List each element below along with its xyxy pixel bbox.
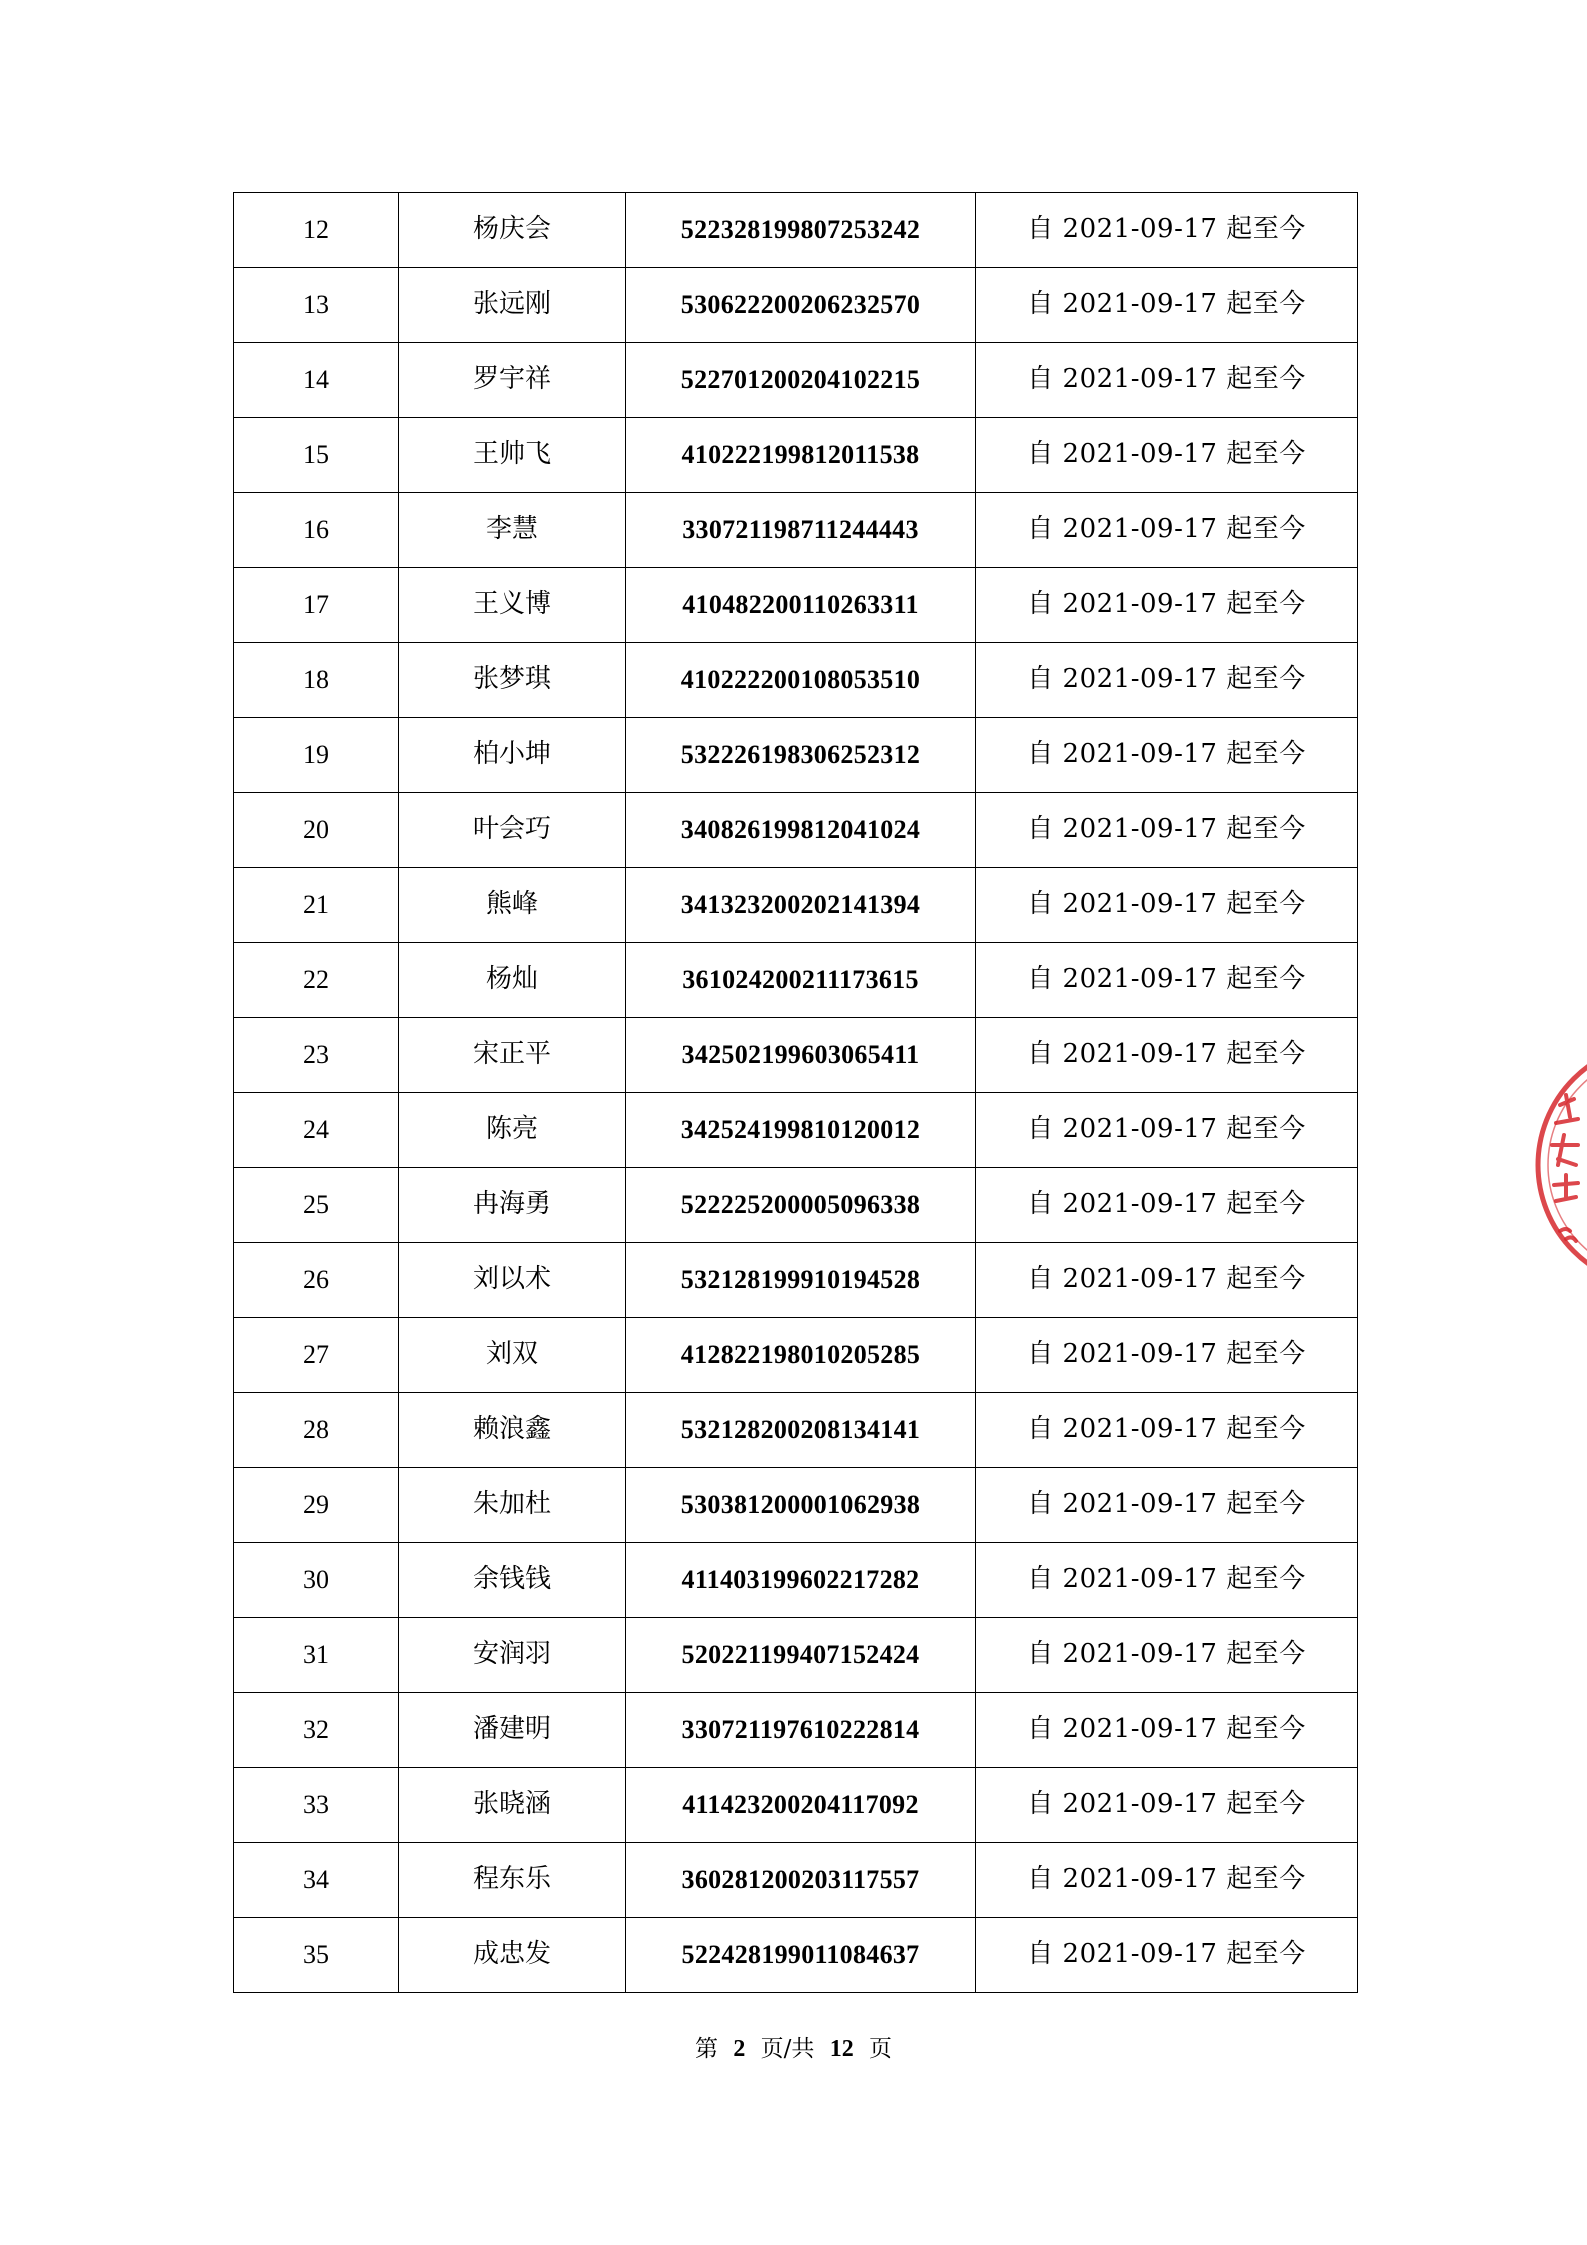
id-number: 342524199810120012 bbox=[626, 1093, 976, 1168]
person-name: 张梦琪 bbox=[399, 643, 626, 718]
footer-total-pages: 12 bbox=[829, 2036, 854, 2062]
table-row bbox=[234, 793, 1358, 868]
id-number: 522225200005096338 bbox=[626, 1168, 976, 1243]
official-seal-stamp bbox=[1530, 1035, 1587, 1295]
person-name: 朱加杜 bbox=[399, 1468, 626, 1543]
id-number: 412822198010205285 bbox=[626, 1318, 976, 1393]
table-row bbox=[234, 268, 1358, 343]
person-name: 王义博 bbox=[399, 568, 626, 643]
person-name: 冉海勇 bbox=[399, 1168, 626, 1243]
person-name: 宋正平 bbox=[399, 1018, 626, 1093]
id-number: 330721197610222814 bbox=[626, 1693, 976, 1768]
id-number: 410482200110263311 bbox=[626, 568, 976, 643]
person-name: 刘以术 bbox=[399, 1243, 626, 1318]
id-number: 330721198711244443 bbox=[626, 493, 976, 568]
person-name: 罗宇祥 bbox=[399, 343, 626, 418]
employment-period: 自 2021-09-17 起至今 bbox=[976, 1393, 1358, 1468]
table-row bbox=[234, 718, 1358, 793]
employment-period: 自 2021-09-17 起至今 bbox=[976, 1318, 1358, 1393]
person-name: 陈亮 bbox=[399, 1093, 626, 1168]
footer-prefix: 第 bbox=[695, 2036, 718, 2062]
table-row bbox=[234, 1843, 1358, 1918]
table-body bbox=[234, 193, 1358, 1993]
employment-period: 自 2021-09-17 起至今 bbox=[976, 943, 1358, 1018]
employment-period: 自 2021-09-17 起至今 bbox=[976, 1693, 1358, 1768]
table-row bbox=[234, 1093, 1358, 1168]
personnel-table bbox=[233, 192, 1358, 1993]
row-number: 30 bbox=[234, 1543, 399, 1618]
row-number: 17 bbox=[234, 568, 399, 643]
id-number: 361024200211173615 bbox=[626, 943, 976, 1018]
seal-graphic bbox=[1530, 1035, 1587, 1295]
table-row bbox=[234, 1468, 1358, 1543]
id-number: 342502199603065411 bbox=[626, 1018, 976, 1093]
table-row bbox=[234, 1018, 1358, 1093]
person-name: 张晓涵 bbox=[399, 1768, 626, 1843]
row-number: 22 bbox=[234, 943, 399, 1018]
row-number: 33 bbox=[234, 1768, 399, 1843]
id-number: 520221199407152424 bbox=[626, 1618, 976, 1693]
employment-period: 自 2021-09-17 起至今 bbox=[976, 718, 1358, 793]
id-number: 341323200202141394 bbox=[626, 868, 976, 943]
person-name: 刘双 bbox=[399, 1318, 626, 1393]
employment-period: 自 2021-09-17 起至今 bbox=[976, 1243, 1358, 1318]
table-row bbox=[234, 868, 1358, 943]
id-number: 530622200206232570 bbox=[626, 268, 976, 343]
row-number: 16 bbox=[234, 493, 399, 568]
employment-period: 自 2021-09-17 起至今 bbox=[976, 1543, 1358, 1618]
table-row bbox=[234, 1768, 1358, 1843]
table-row bbox=[234, 1918, 1358, 1993]
person-name: 杨灿 bbox=[399, 943, 626, 1018]
table-row bbox=[234, 568, 1358, 643]
row-number: 23 bbox=[234, 1018, 399, 1093]
table-row bbox=[234, 1618, 1358, 1693]
row-number: 20 bbox=[234, 793, 399, 868]
row-number: 32 bbox=[234, 1693, 399, 1768]
id-number: 532226198306252312 bbox=[626, 718, 976, 793]
employment-period: 自 2021-09-17 起至今 bbox=[976, 868, 1358, 943]
row-number: 24 bbox=[234, 1093, 399, 1168]
employment-period: 自 2021-09-17 起至今 bbox=[976, 1768, 1358, 1843]
employment-period: 自 2021-09-17 起至今 bbox=[976, 793, 1358, 868]
id-number: 522701200204102215 bbox=[626, 343, 976, 418]
table-row bbox=[234, 1318, 1358, 1393]
footer-middle: 页/共 bbox=[760, 2036, 815, 2062]
row-number: 14 bbox=[234, 343, 399, 418]
employment-period: 自 2021-09-17 起至今 bbox=[976, 1468, 1358, 1543]
table-row bbox=[234, 1168, 1358, 1243]
id-number: 411403199602217282 bbox=[626, 1543, 976, 1618]
employment-period: 自 2021-09-17 起至今 bbox=[976, 1168, 1358, 1243]
employment-period: 自 2021-09-17 起至今 bbox=[976, 268, 1358, 343]
table-row bbox=[234, 943, 1358, 1018]
table-row bbox=[234, 1243, 1358, 1318]
row-number: 18 bbox=[234, 643, 399, 718]
row-number: 29 bbox=[234, 1468, 399, 1543]
person-name: 杨庆会 bbox=[399, 193, 626, 268]
id-number: 360281200203117557 bbox=[626, 1843, 976, 1918]
person-name: 潘建明 bbox=[399, 1693, 626, 1768]
id-number: 530381200001062938 bbox=[626, 1468, 976, 1543]
id-number: 410222199812011538 bbox=[626, 418, 976, 493]
employment-period: 自 2021-09-17 起至今 bbox=[976, 493, 1358, 568]
id-number: 532128200208134141 bbox=[626, 1393, 976, 1468]
footer-current-page: 2 bbox=[733, 2036, 746, 2062]
person-name: 安润羽 bbox=[399, 1618, 626, 1693]
employment-period: 自 2021-09-17 起至今 bbox=[976, 343, 1358, 418]
row-number: 25 bbox=[234, 1168, 399, 1243]
id-number: 411423200204117092 bbox=[626, 1768, 976, 1843]
table-row bbox=[234, 343, 1358, 418]
person-name: 程东乐 bbox=[399, 1843, 626, 1918]
page-footer bbox=[0, 2030, 1587, 2063]
table-row bbox=[234, 1543, 1358, 1618]
person-name: 熊峰 bbox=[399, 868, 626, 943]
person-name: 张远刚 bbox=[399, 268, 626, 343]
row-number: 35 bbox=[234, 1918, 399, 1993]
person-name: 李慧 bbox=[399, 493, 626, 568]
row-number: 28 bbox=[234, 1393, 399, 1468]
row-number: 27 bbox=[234, 1318, 399, 1393]
row-number: 13 bbox=[234, 268, 399, 343]
person-name: 余钱钱 bbox=[399, 1543, 626, 1618]
employment-period: 自 2021-09-17 起至今 bbox=[976, 1843, 1358, 1918]
employment-period: 自 2021-09-17 起至今 bbox=[976, 643, 1358, 718]
person-name: 成忠发 bbox=[399, 1918, 626, 1993]
id-number: 340826199812041024 bbox=[626, 793, 976, 868]
person-name: 柏小坤 bbox=[399, 718, 626, 793]
employment-period: 自 2021-09-17 起至今 bbox=[976, 568, 1358, 643]
person-name: 赖浪鑫 bbox=[399, 1393, 626, 1468]
table-row bbox=[234, 418, 1358, 493]
table-row bbox=[234, 1693, 1358, 1768]
row-number: 31 bbox=[234, 1618, 399, 1693]
employment-period: 自 2021-09-17 起至今 bbox=[976, 1918, 1358, 1993]
row-number: 21 bbox=[234, 868, 399, 943]
footer-suffix: 页 bbox=[869, 2036, 892, 2062]
employment-period: 自 2021-09-17 起至今 bbox=[976, 1618, 1358, 1693]
row-number: 26 bbox=[234, 1243, 399, 1318]
person-name: 叶会巧 bbox=[399, 793, 626, 868]
employment-period: 自 2021-09-17 起至今 bbox=[976, 193, 1358, 268]
employment-period: 自 2021-09-17 起至今 bbox=[976, 1018, 1358, 1093]
row-number: 19 bbox=[234, 718, 399, 793]
row-number: 34 bbox=[234, 1843, 399, 1918]
table-row bbox=[234, 1393, 1358, 1468]
employment-period: 自 2021-09-17 起至今 bbox=[976, 418, 1358, 493]
id-number: 522328199807253242 bbox=[626, 193, 976, 268]
person-name: 王帅飞 bbox=[399, 418, 626, 493]
row-number: 15 bbox=[234, 418, 399, 493]
id-number: 532128199910194528 bbox=[626, 1243, 976, 1318]
id-number: 522428199011084637 bbox=[626, 1918, 976, 1993]
id-number: 410222200108053510 bbox=[626, 643, 976, 718]
employment-period: 自 2021-09-17 起至今 bbox=[976, 1093, 1358, 1168]
table-row bbox=[234, 643, 1358, 718]
table-row bbox=[234, 193, 1358, 268]
table-row bbox=[234, 493, 1358, 568]
row-number: 12 bbox=[234, 193, 399, 268]
